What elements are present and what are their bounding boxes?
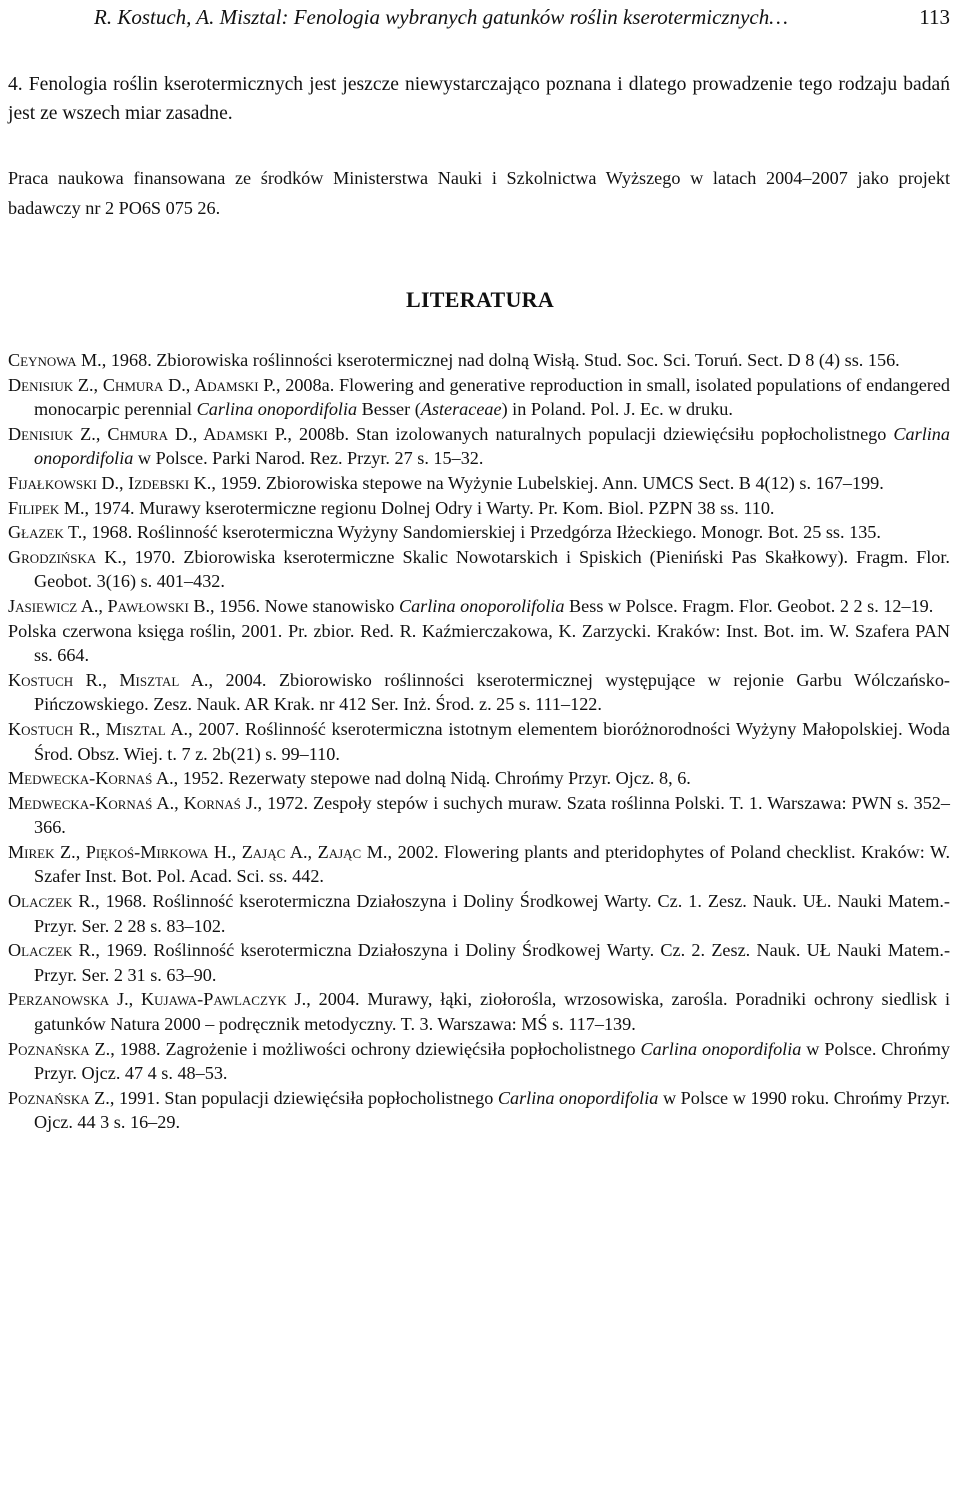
reference-text: , 2008b. Stan izolowanych naturalnych populacji dziewięćsiłu popłocholistnego: [287, 423, 894, 444]
reference-text: , 1969. Roślinność kserotermiczna Działoszyna i Doliny Środkowej Warty. Cz. 2. Zesz. Nauk. UŁ Nauki Matem.-Przyr. Ser. 2 31 s. 63–90.: [34, 940, 950, 985]
page-number: 113: [919, 5, 950, 29]
reference-list: [8, 348, 950, 1135]
reference-item: [8, 791, 950, 840]
reference-item: [8, 840, 950, 889]
reference-text: , 1959. Zbiorowiska stepowe na Wyżynie Lubelskiej. Ann. UMCS Sect. B 4(12) s. 167–199.: [211, 472, 884, 493]
reference-text: , 1988. Zagrożenie i możliwości ochrony dziewięćsiła popłocholistnego: [110, 1038, 641, 1059]
reference-authors: Jasiewicz A., Pawłowski B.: [8, 595, 210, 616]
reference-item: [8, 1086, 950, 1135]
reference-authors: Kostuch R., Misztal A.: [8, 669, 209, 690]
reference-authors: Medwecka-Kornaś A.: [8, 768, 174, 789]
reference-item: [8, 668, 950, 717]
reference-authors: Medwecka-Kornaś A., Kornaś J.: [8, 792, 258, 813]
reference-text: Besser (: [357, 399, 421, 420]
reference-item: [8, 422, 950, 471]
reference-text: , 1991. Stan populacji dziewięćsiła popłocholistnego: [109, 1087, 498, 1108]
reference-item: [8, 496, 950, 521]
reference-item: [8, 619, 950, 668]
reference-authors: Denisiuk Z., Chmura D., Adamski P.: [8, 374, 276, 395]
reference-authors: Poznańska Z.: [8, 1087, 110, 1108]
reference-text: Polska czerwona księga roślin, 2001. Pr. zbior. Red. R. Kaźmierczakowa, K. Zarzycki. Kraków: Inst. Bot. im. W. Szafera PAN ss. 664.: [8, 620, 950, 666]
running-header: [94, 2, 950, 32]
species-name: Carlina onopordifolia: [640, 1038, 802, 1059]
family-name: Asteraceae: [420, 399, 502, 420]
reference-text: , 1952. Rezerwaty stepowe nad dolną Nidą. Chrońmy Przyr. Ojcz. 8, 6.: [173, 768, 691, 789]
reference-text: , 2008a. Flowering and generative reproduction in small, isolated populations of endangered monocarpic perennial: [34, 374, 950, 420]
reference-item: [8, 348, 950, 373]
reference-item: [8, 471, 950, 496]
reference-authors: Ceynowa M.: [8, 350, 102, 370]
reference-item: [8, 594, 950, 619]
conclusion-point-4: 4. Fenologia roślin kserotermicznych jest jeszcze niewystarczająco poznana i dlatego prowadzenie tego rodzaju badań jest ze wszech miar zasadne.: [8, 74, 950, 124]
reference-text: , 1968. Roślinność kserotermiczna Działoszyna i Doliny Środkowej Warty. Cz. 1. Zesz. Nauk. UŁ. Nauki Matem.-Przyr. Ser. 2 28 s. 83–102.: [34, 891, 950, 936]
reference-authors: Olaczek R.: [8, 940, 96, 961]
reference-authors: Grodzińska K.: [8, 546, 122, 567]
reference-authors: Filipek M.: [8, 497, 85, 518]
reference-item: [8, 889, 950, 938]
reference-text: w Polsce. Parki Narod. Rez. Przyr. 27 s. 15–32.: [133, 448, 484, 469]
reference-item: [8, 520, 950, 545]
reference-authors: Denisiuk Z., Chmura D., Adamski P.: [8, 423, 288, 444]
reference-text: , 2002. Flowering plants and pteridophytes of Poland checklist. Kraków: W. Szafer Inst. Bot. Pol. Acad. Sci. ss. 442.: [34, 841, 950, 887]
running-title: R. Kostuch, A. Misztal: Fenologia wybranych gatunków roślin kserotermicznych…: [94, 5, 788, 29]
reference-text: , 1968. Zbiorowiska roślinności kserotermicznej nad dolną Wisłą. Stud. Soc. Sci. Toruń. Sect. D 8 (4) ss. 156.: [101, 350, 900, 370]
reference-authors: Perzanowska J., Kujawa-Pawlaczyk J.: [8, 989, 307, 1010]
reference-authors: Mirek Z., Piękoś-Mirkowa H., Zając A., Zając M.: [8, 841, 388, 862]
reference-text: w Polsce w 1990 roku. Chrońmy Przyr. Ojcz. 44 3 s. 16–29.: [34, 1087, 950, 1133]
reference-text: , 2007. Roślinność kserotermiczna istotnym elementem bioróżnorodności Wyżyny Małopolskiej. Woda Środ. Obsz. Wiej. t. 7 z. 2b(21) s. 99–110.: [34, 718, 950, 764]
reference-authors: Kostuch R., Misztal A.: [8, 718, 189, 739]
reference-text: Bess w Polsce. Fragm. Flor. Geobot. 2 2 s. 12–19.: [564, 595, 934, 616]
reference-item: [8, 938, 950, 987]
species-name: Carlina onopordifolia: [34, 423, 950, 469]
reference-item: [8, 766, 950, 791]
reference-text: w Polsce. Chrońmy Przyr. Ojcz. 47 4 s. 48–53.: [34, 1038, 951, 1084]
reference-text: , 2004. Zbiorowisko roślinności kserotermicznej występujące w rejonie Garbu Wólczańsko-Pińczowskiego. Zesz. Nauk. AR Krak. nr 412 Ser. Inż. Środ. z. 25 s. 111–122.: [34, 669, 950, 715]
reference-item: [8, 717, 950, 766]
reference-item: [8, 987, 950, 1036]
reference-item: [8, 545, 950, 594]
acknowledgement: [8, 163, 950, 223]
species-name: Carlina onopordifolia: [497, 1087, 659, 1108]
reference-authors: Poznańska Z.: [8, 1038, 111, 1059]
reference-item: [8, 373, 950, 422]
reference-text: , 1956. Nowe stanowisko: [210, 595, 399, 616]
species-name: Carlina onopordifolia: [196, 399, 358, 420]
reference-text: , 1972. Zespoły stepów i suchych muraw. Szata roślinna Polski. T. 1. Warszawa: PWN s. 352–366.: [34, 792, 950, 838]
reference-authors: Olaczek R.: [8, 891, 96, 912]
acknowledgement-text: Praca naukowa finansowana ze środków Ministerstwa Nauki i Szkolnictwa Wyższego w latach 2004–2007 jako projekt badawczy nr 2 PO6S 075 26.: [8, 168, 950, 218]
reference-item: [8, 1037, 950, 1086]
reference-text: , 1970. Zbiorowiska kserotermiczne Skalic Nowotarskich i Spiskich (Pieniński Pas Skałkowy). Fragm. Flor. Geobot. 3(16) s. 401–432.: [34, 546, 950, 592]
reference-text: , 1968. Roślinność kserotermiczna Wyżyny Sandomierskiej i Przedgórza Iłżeckiego. Monogr. Bot. 25 ss. 135.: [82, 522, 881, 543]
reference-text: , 1974. Murawy kserotermiczne regionu Dolnej Odry i Warty. Pr. Kom. Biol. PZPN 38 ss. 110.: [84, 497, 775, 518]
section-title: LITERATURA: [405, 287, 555, 312]
reference-text: , 2004. Murawy, łąki, ziołorośla, wrzosowiska, zarośla. Poradniki ochrony siedlisk i gatunków Natura 2000 – podręcznik metodyczny. T. 3. Warszawa: MŚ s. 117–139.: [34, 989, 950, 1035]
conclusion-paragraph: [8, 70, 950, 128]
reference-text: ) in Poland. Pol. J. Ec. w druku.: [501, 399, 733, 420]
reference-authors: Głazek T.: [8, 522, 83, 543]
species-name: Carlina onoporolifolia: [398, 595, 565, 616]
reference-authors: Fijałkowski D., Izdebski K.: [8, 472, 212, 493]
